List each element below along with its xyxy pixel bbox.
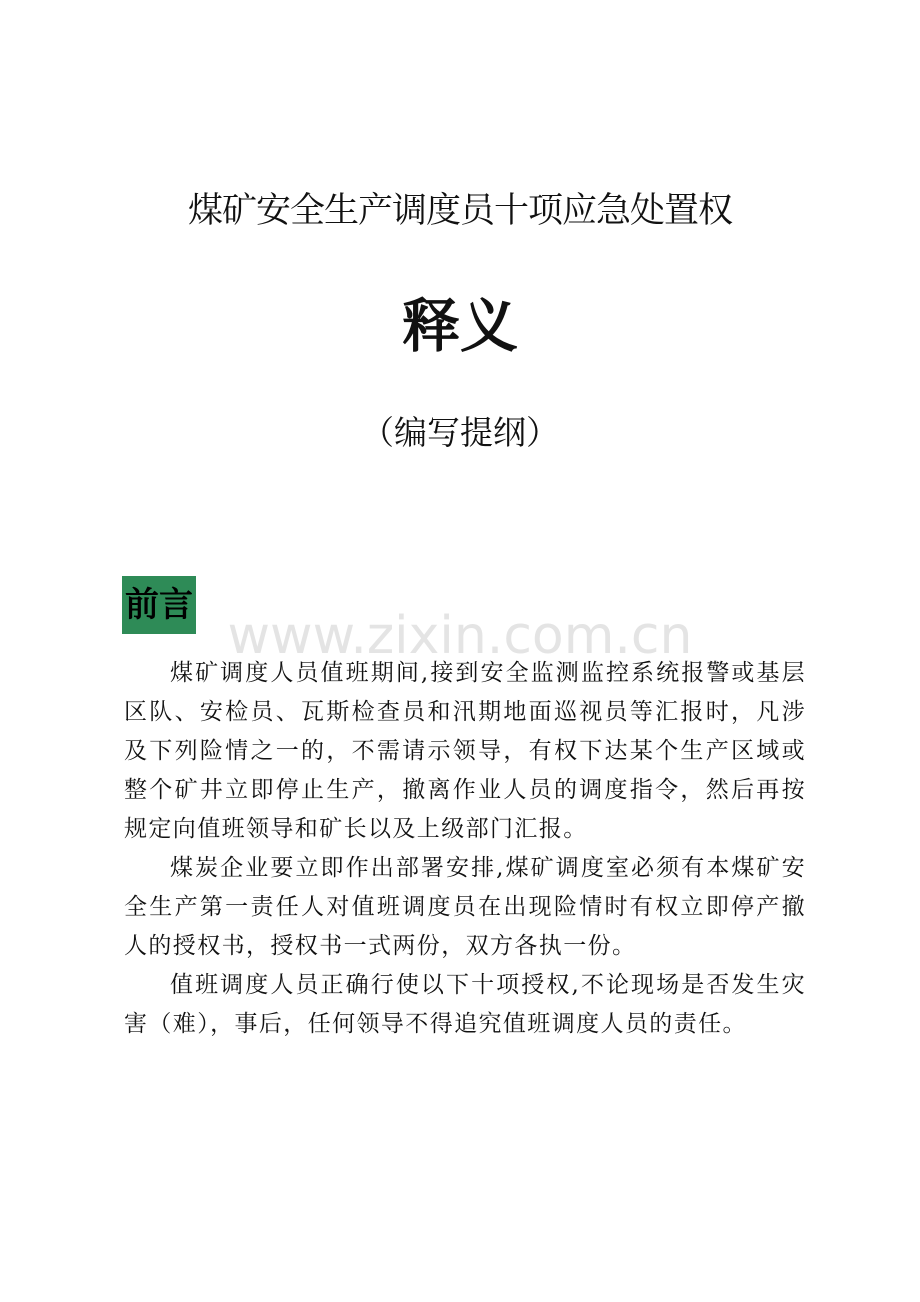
document-title: 煤矿安全生产调度员十项应急处置权 xyxy=(187,191,732,231)
preface-paragraph-3: 值班调度人员正确行使以下十项授权,不论现场是否发生灾害（难），事后，任何领导不得追究值班调度人员的责任。 xyxy=(124,972,806,1037)
preface-paragraph-1: 煤矿调度人员值班期间,接到安全监测监控系统报警或基层区队、安检员、瓦斯检查员和汛期地面巡视员等汇报时，凡涉及下列险情之一的，不需请示领导，有权下达某个生产区域或整个矿井立即停止生产，撤离作业人员的调度指令，然后再按规定向值班领导和矿长以及上级部门汇报。 xyxy=(124,660,806,842)
watermark-text: www.zixin.com.cn xyxy=(227,606,693,666)
preface-paragraph-2: 煤炭企业要立即作出部署安排,煤矿调度室必须有本煤矿安全生产第一责任人对值班调度员在出现险情时有权立即停产撤人的授权书，授权书一式两份，双方各执一份。 xyxy=(124,855,806,959)
document-title-note: （编写提纲） xyxy=(361,413,559,452)
preface-body xyxy=(124,654,806,1044)
section-heading-preface: 前言 xyxy=(122,576,196,634)
document-subtitle: 释义 xyxy=(401,292,518,360)
